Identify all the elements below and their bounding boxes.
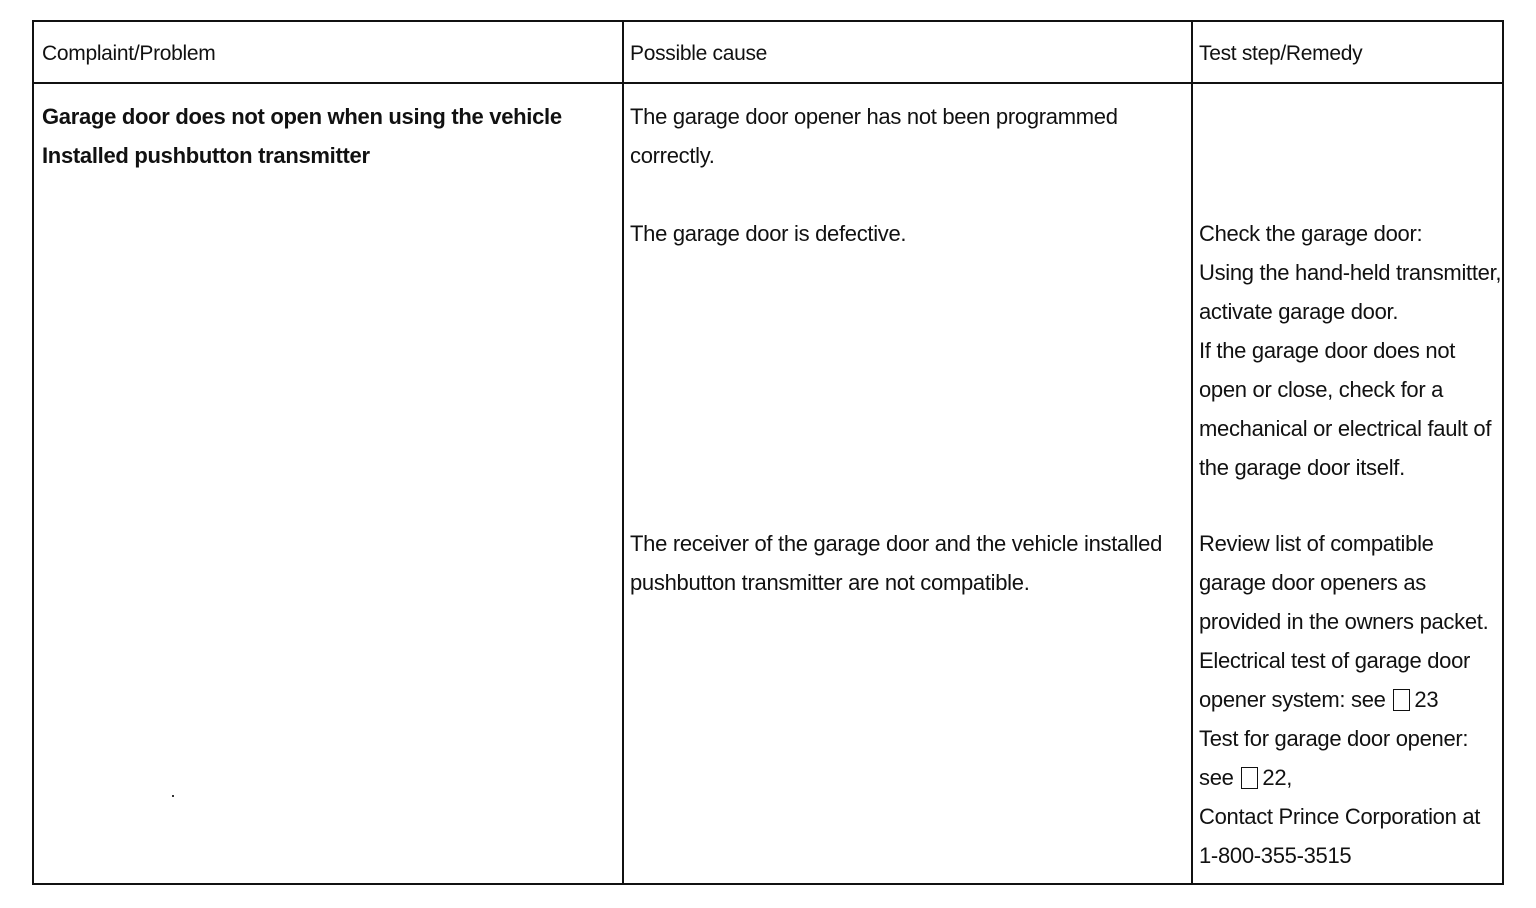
remedy-line-ref — [1199, 680, 1504, 719]
cause-3 — [630, 524, 1185, 602]
column-divider — [1191, 22, 1193, 883]
remedy-line: activate garage door. — [1199, 299, 1399, 324]
ref-page-number: 22, — [1262, 765, 1293, 790]
column-divider — [622, 22, 624, 883]
remedy-line: Contact Prince Corporation at — [1199, 804, 1481, 829]
cause-line: pushbutton transmitter are not compatible. — [630, 570, 1030, 595]
remedy-line: 1-800-355-3515 — [1199, 843, 1352, 868]
header-divider — [34, 82, 1502, 84]
remedy-line: mechanical or electrical fault of — [1199, 416, 1492, 441]
cause-line: The garage door opener has not been programmed — [630, 104, 1118, 129]
cause-2 — [630, 214, 1185, 253]
remedy-line: open or close, check for a — [1199, 377, 1444, 402]
cause-line: The receiver of the garage door and the vehicle installed — [630, 531, 1163, 556]
header-test-step: Test step/Remedy — [1199, 42, 1363, 65]
remedy-line: If the garage door does not — [1199, 338, 1456, 363]
diagnostic-table — [32, 20, 1504, 885]
ref-page-number: 23 — [1414, 687, 1439, 712]
scan-speck — [172, 795, 174, 797]
ref-prefix: opener system: see — [1199, 687, 1386, 712]
cause-line: correctly. — [630, 143, 715, 168]
remedy-line: provided in the owners packet. — [1199, 609, 1489, 634]
complaint-text — [42, 97, 612, 175]
remedy-line: Using the hand-held transmitter, — [1199, 260, 1502, 285]
remedy-2 — [1199, 214, 1504, 487]
remedy-line-ref — [1199, 758, 1504, 797]
header-complaint: Complaint/Problem — [42, 42, 216, 65]
remedy-line: Review list of compatible — [1199, 531, 1434, 556]
complaint-line: Installed pushbutton transmitter — [42, 143, 370, 168]
header-possible-cause: Possible cause — [630, 42, 768, 65]
page-reference-icon — [1393, 689, 1410, 711]
remedy-line: the garage door itself. — [1199, 455, 1405, 480]
page-reference-icon — [1241, 767, 1258, 789]
ref-prefix: see — [1199, 765, 1234, 790]
remedy-line: Test for garage door opener: — [1199, 726, 1469, 751]
remedy-3 — [1199, 524, 1504, 875]
remedy-line: garage door openers as — [1199, 570, 1427, 595]
cause-line: The garage door is defective. — [630, 221, 907, 246]
complaint-line: Garage door does not open when using the vehicle — [42, 104, 562, 129]
cause-1 — [630, 97, 1185, 175]
remedy-line: Check the garage door: — [1199, 221, 1423, 246]
remedy-line: Electrical test of garage door — [1199, 648, 1471, 673]
